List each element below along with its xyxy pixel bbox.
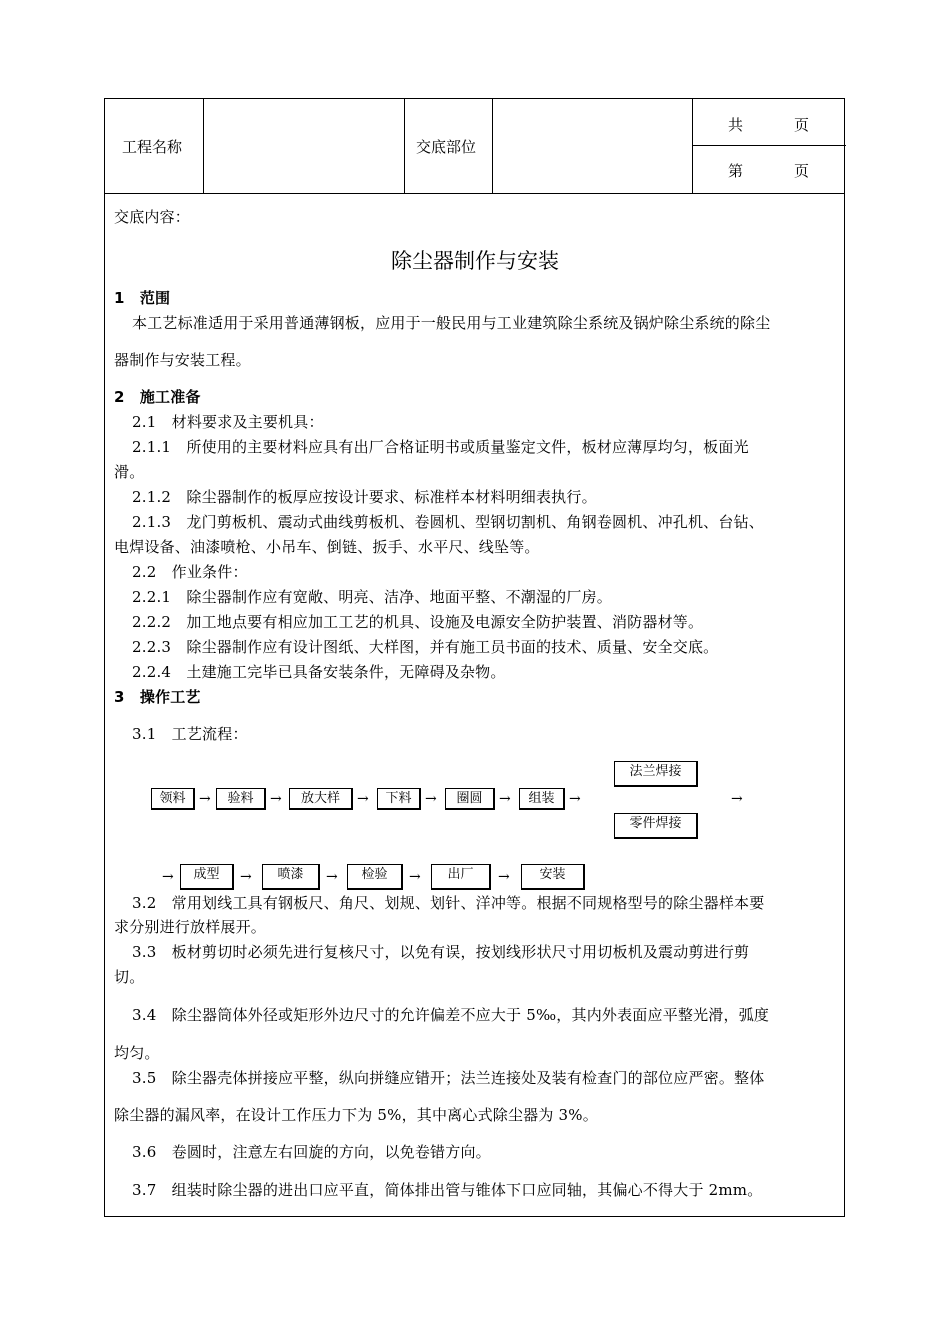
flow-arrow: → [326, 869, 338, 885]
item-2-1-3-line1: 2.1.3 龙门剪板机、震动式曲线剪板机、卷圆机、型钢切割机、角钢卷圆机、冲孔机、台钻、 [132, 513, 764, 531]
item-3-5-line1: 3.5 除尘器壳体拼接应平整，纵向拼缝应错开；法兰连接处及装有检查门的部位应严密。整体 [132, 1069, 765, 1087]
flow-step-box: 出厂 [431, 864, 491, 890]
header-divider [492, 99, 493, 193]
flow-arrow: → [499, 791, 511, 807]
flow-branch-box: 零件焊接 [614, 813, 698, 839]
page-number-prefix: 第 [728, 162, 744, 180]
item-3-4-line2: 均匀。 [114, 1044, 160, 1062]
flow-step-box: 放大样 [289, 788, 353, 810]
flow-step-box: 组装 [519, 788, 565, 810]
flow-arrow: → [569, 791, 581, 807]
flow-arrow: → [240, 869, 252, 885]
section-2-heading: 2 施工准备 [114, 388, 201, 406]
total-pages-suffix: 页 [794, 116, 810, 134]
item-2-1-1-line1: 2.1.1 所使用的主要材料应具有出厂合格证明书或质量鉴定文件，板材应薄厚均匀，板面光 [132, 438, 749, 456]
item-2-1-1-line2: 滑。 [114, 463, 145, 481]
page-number-suffix: 页 [794, 162, 810, 180]
item-3-2-line1: 3.2 常用划线工具有钢板尺、角尺、划规、划针、洋冲等。根据不同规格型号的除尘器样本要 [132, 894, 765, 912]
header-divider [203, 99, 204, 193]
flow-step-box: 成型 [180, 864, 234, 890]
item-2-2-3: 2.2.3 除尘器制作应有设计图纸、大样图，并有施工员书面的技术、质量、安全交底。 [132, 638, 719, 656]
handover-part-label: 交底部位 [416, 138, 477, 156]
flow-arrow: → [270, 791, 282, 807]
flow-step-box: 验料 [216, 788, 266, 810]
item-2-2: 2.2 作业条件： [132, 563, 248, 581]
flow-arrow: → [162, 869, 174, 885]
flow-arrow: → [357, 791, 369, 807]
item-3-3-line1: 3.3 板材剪切时必须先进行复核尺寸，以免有误，按划线形状尺寸用切板机及震动剪进行剪 [132, 943, 750, 961]
flow-arrow: → [498, 869, 510, 885]
section-1-heading: 1 范围 [114, 289, 171, 307]
item-2-1-3-line2: 电焊设备、油漆喷枪、小吊车、倒链、扳手、水平尺、线坠等。 [114, 538, 540, 556]
flow-arrow: → [731, 791, 743, 807]
project-name-label: 工程名称 [122, 138, 183, 156]
section-1-para-line2: 器制作与安装工程。 [114, 351, 251, 369]
flow-arrow: → [199, 791, 211, 807]
total-pages-prefix: 共 [728, 116, 744, 134]
item-2-2-1: 2.2.1 除尘器制作应有宽敞、明亮、洁净、地面平整、不潮湿的厂房。 [132, 588, 612, 606]
flow-step-box: 圈圆 [445, 788, 495, 810]
item-2-1-2: 2.1.2 除尘器制作的板厚应按设计要求、标准样本材料明细表执行。 [132, 488, 597, 506]
content-label: 交底内容： [114, 208, 191, 226]
flow-arrow: → [409, 869, 421, 885]
flow-step-box: 下料 [377, 788, 421, 810]
item-2-1: 2.1 材料要求及主要机具： [132, 413, 324, 431]
flow-branch-box: 法兰焊接 [614, 761, 698, 787]
section-1-para-line1: 本工艺标准适用于采用普通薄钢板，应用于一般民用与工业建筑除尘系统及锅炉除尘系统的除尘 [132, 314, 771, 332]
item-3-1: 3.1 工艺流程： [132, 725, 248, 743]
item-3-2-line2: 求分别进行放样展开。 [114, 918, 267, 936]
header-split [692, 145, 846, 146]
section-3-heading: 3 操作工艺 [114, 688, 201, 706]
flow-step-box: 安装 [521, 864, 585, 890]
flow-step-box: 领料 [151, 788, 195, 810]
flow-step-box: 检验 [347, 864, 403, 890]
item-2-2-4: 2.2.4 土建施工完毕已具备安装条件，无障碍及杂物。 [132, 663, 506, 681]
header-table [105, 99, 844, 194]
item-2-2-2: 2.2.2 加工地点要有相应加工工艺的机具、设施及电源安全防护装置、消防器材等。 [132, 613, 704, 631]
item-3-4-line1: 3.4 除尘器筒体外径或矩形外边尺寸的允许偏差不应大于 5‰，其内外表面应平整光滑，弧度 [132, 1006, 770, 1024]
flow-step-box: 喷漆 [262, 864, 320, 890]
item-3-6: 3.6 卷圆时，注意左右回旋的方向，以免卷错方向。 [132, 1143, 491, 1161]
header-divider [404, 99, 405, 193]
item-3-7: 3.7 组装时除尘器的进出口应平直，简体排出管与锥体下口应同轴，其偏心不得大于 2mm。 [132, 1181, 763, 1199]
document-title: 除尘器制作与安装 [391, 249, 559, 273]
flow-arrow: → [425, 791, 437, 807]
header-divider [692, 99, 693, 193]
item-3-3-line2: 切。 [114, 968, 145, 986]
item-3-5-line2: 除尘器的漏风率，在设计工作压力下为 5%，其中离心式除尘器为 3%。 [114, 1106, 598, 1124]
